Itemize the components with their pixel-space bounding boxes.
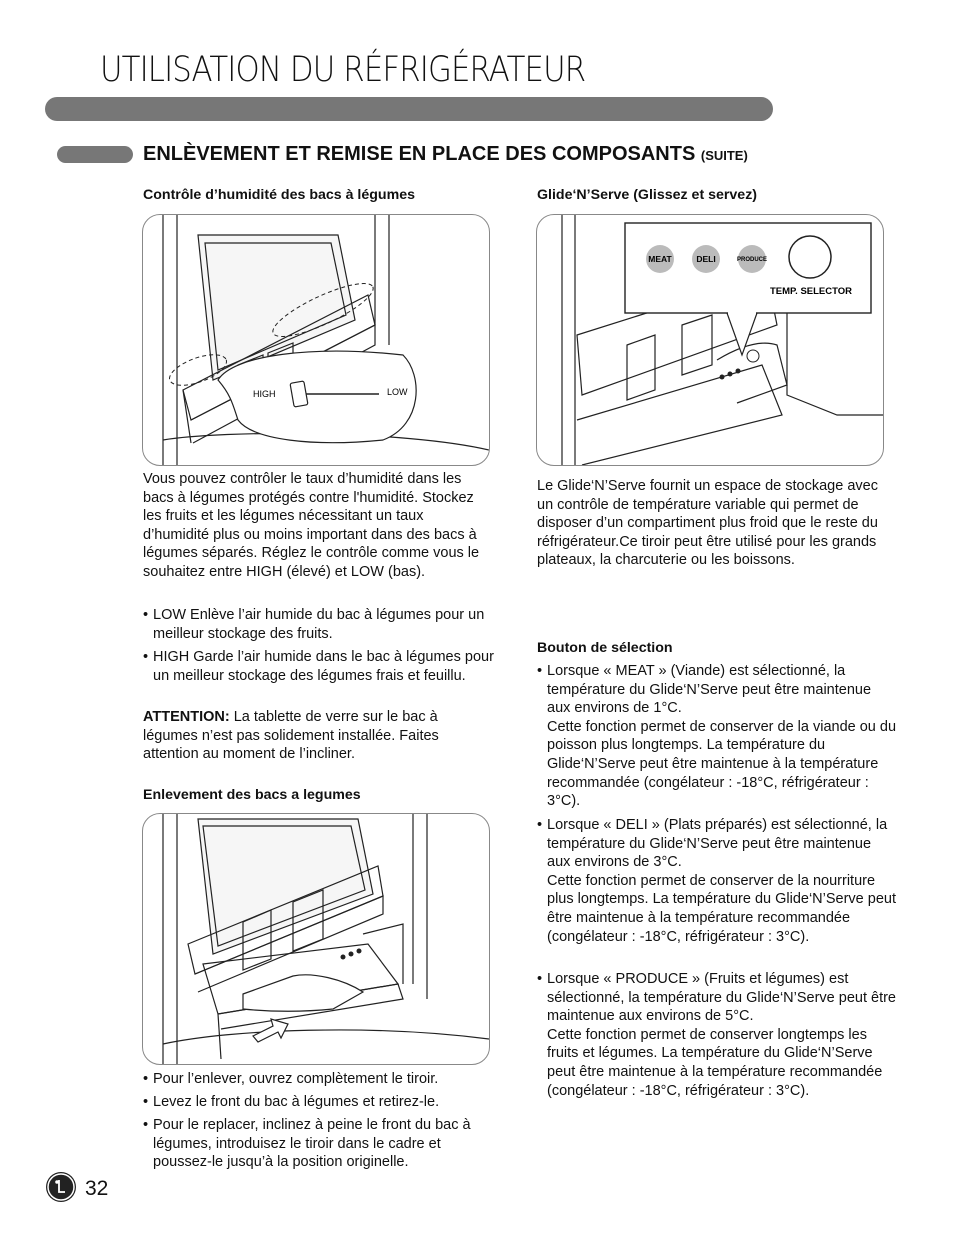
bullet-icon: • [143,1071,149,1087]
bullet-icon: • [537,663,543,679]
drawer-removal-illustration [143,814,489,1064]
humidity-paragraph: Vous pouvez contrôler le taux d’humidité dans les bacs à légumes protégés contre l'humidité. Stockez les fruits et les légumes nécessitant un taux d’humidité plus ou moins important dans des bacs à légumes séparés. Réglez le contrôle comme vous le souhaitez entre HIGH (élevé) et LOW (bas). [143,471,480,580]
glide-figure [536,214,884,466]
humidity-figure [142,214,490,466]
meat-bullet [537,662,897,811]
glide-n-serve-illustration [537,215,883,465]
bullet-low-text: LOW Enlève l’air humide du bac à légumes pour un meilleur stockage des fruits. [153,607,485,642]
removal-heading: Enlevement des bacs a legumes [143,787,361,803]
meat-extra-text: Cette fonction permet de conserver de la viande ou du poisson plus longtemps. La température du Glide‘N’Serve peut être maintenue à la température recommandée (congélateur : -18°C, réfrigérateur : 3°C). [547,718,897,810]
fig-high-label: HIGH [253,389,276,399]
produce-bullet [537,970,897,1100]
deli-bullet [537,816,897,946]
panel-meat-label: MEAT [648,254,672,264]
button-heading: Bouton de sélection [537,640,673,656]
deli-extra-text: Cette fonction permet de conserver de la nourriture plus longtemps. La température du Glide‘N’Serve peut être maintenue à la température recommandée (congélateur : -18°C, réfrigérateur : 3°C). [547,872,896,945]
bullet-icon: • [143,649,149,665]
bullet-icon: • [537,817,543,833]
bullet-icon: • [537,971,543,987]
removal-bullet-3-text: Pour le replacer, inclinez à peine le front du bac à légumes, introduisez le tiroir dans le cadre et poussez-le jusqu’à la position originelle. [153,1117,471,1171]
glide-paragraph: Le Glide‘N’Serve fournit un espace de stockage avec un contrôle de température variable qui permet de disposer d’un compartiment plus froid que le reste du réfrigérateur.Ce tiroir peut être utilisé pour les grands plateaux, la charcuterie ou les boissons. [537,478,878,569]
attention-label: ATTENTION: [143,709,230,725]
deli-bullet-text: Lorsque « DELI » (Plats préparés) est sélectionné, la température du Glide‘N’Serve peut être maintenue aux environs de 3°C. [547,817,888,871]
bullet-high [143,648,498,685]
attention-note [143,708,488,764]
removal-bullet-2 [143,1093,498,1112]
lg-logo-icon [46,1172,76,1202]
fig-low-label: LOW [387,387,408,397]
crisper-illustration [143,215,489,465]
bullet-low [143,606,498,643]
attention-text: La tablette de verre sur le bac à légumes n’est pas solidement installée. Faites attention au moment de l’incliner. [143,709,439,763]
removal-bullet-3 [143,1116,498,1172]
produce-bullet-text: Lorsque « PRODUCE » (Fruits et légumes) est sélectionné, la température du Glide‘N’Serve peut être maintenue aux environs de 5°C. [547,971,896,1025]
panel-produce-label: PRODUCE [736,257,768,263]
lg-logo-mark [46,1172,76,1202]
removal-bullet-1 [143,1070,498,1089]
panel-selector-label: TEMP. SELECTOR [770,286,852,297]
removal-figure [142,813,490,1065]
humidity-heading: Contrôle d’humidité des bacs à légumes [143,187,415,203]
glide-heading: Glide‘N’Serve (Glissez et servez) [537,187,758,203]
title-bar-divider [45,97,773,121]
bullet-icon: • [143,607,149,623]
section-title [143,143,748,166]
produce-extra-text: Cette fonction permet de conserver longtemps les fruits et légumes. La température du Glide‘N’Serve peut être maintenue à la température recommandée (congélateur : -18°C, réfrigérateur : 3°C). [547,1026,883,1099]
bullet-icon: • [143,1117,149,1133]
page-number: 32 [85,1177,109,1200]
page-title: UTILISATION DU RÉFRIGÉRATEUR [100,50,586,90]
bullet-high-text: HIGH Garde l’air humide dans le bac à légumes pour un meilleur stockage des légumes frais et feuillu. [153,649,494,684]
section-suffix: (SUITE) [700,148,748,163]
removal-bullet-2-text: Levez le front du bac à légumes et retirez-le. [153,1094,440,1110]
bullet-icon: • [143,1094,149,1110]
meat-bullet-text: Lorsque « MEAT » (Viande) est sélectionné, la température du Glide‘N’Serve peut être maintenue aux environs de 1°C. [547,663,872,717]
removal-bullet-1-text: Pour l’enlever, ouvrez complètement le tiroir. [153,1071,439,1087]
section-pill-marker [57,146,133,163]
panel-deli-label: DELI [696,254,716,264]
section-title-text: ENLÈVEMENT ET REMISE EN PLACE DES COMPOSANTS [143,143,696,165]
